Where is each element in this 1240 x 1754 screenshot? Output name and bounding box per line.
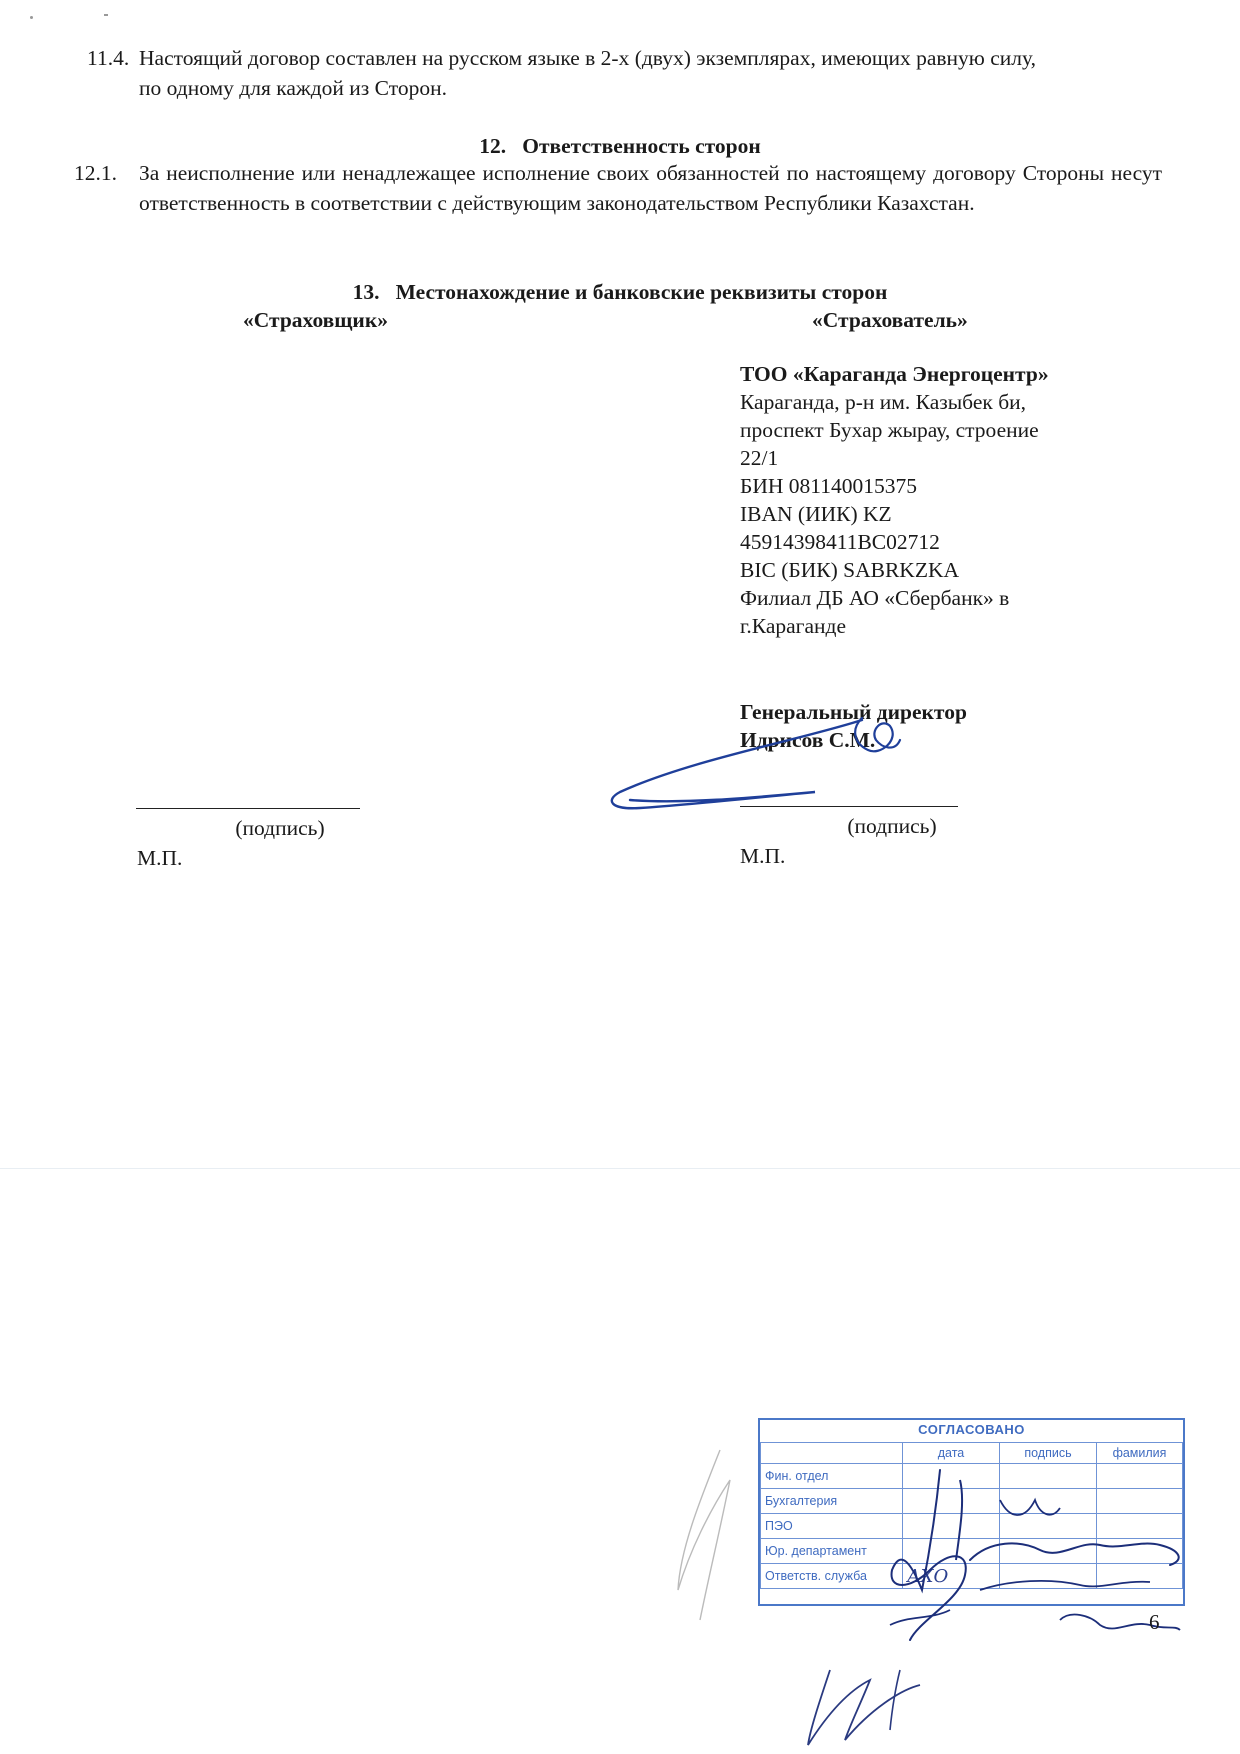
- insured-address-line-3: 22/1: [740, 446, 779, 470]
- stamp-col-header: [761, 1443, 903, 1464]
- scan-speck: [30, 16, 33, 19]
- clause-12-1-text: За неисполнение или ненадлежащее исполнение своих обязанностей по настоящему договору Стороны несут ответственность в соответствии с действующим законодательством Республики Казахстан.: [139, 161, 1162, 215]
- stamp-col-header-date: дата: [903, 1443, 1000, 1464]
- insured-iban-label: IBAN (ИИК) KZ: [740, 502, 892, 526]
- insured-label: «Страхователь»: [812, 308, 968, 332]
- section-12-number: 12.: [479, 134, 507, 158]
- insured-signature-caption: (подпись): [847, 814, 937, 838]
- approval-stamp: [758, 1418, 1185, 1606]
- scan-fold-line: [0, 1168, 1240, 1169]
- stamp-row-label: ПЭО: [761, 1514, 903, 1539]
- insured-bank-line-2: г.Караганде: [740, 614, 847, 638]
- stamp-row: [761, 1539, 1183, 1564]
- clause-11-4-line1: Настоящий договор составлен на русском языке в 2-х (двух) экземплярах, имеющих равную силу,: [139, 46, 1036, 70]
- stamp-row: [761, 1564, 1183, 1589]
- scan-speck: [104, 14, 108, 16]
- insurer-signature-caption: (подпись): [235, 816, 325, 840]
- stamp-row-label: Бухгалтерия: [761, 1489, 903, 1514]
- stamp-row: [761, 1464, 1183, 1489]
- insured-company: ТОО «Караганда Энергоцентр»: [740, 362, 1049, 386]
- stamp-table: [760, 1442, 1183, 1589]
- stamp-row-label: Юр. департамент: [761, 1539, 903, 1564]
- section-13-number: 13.: [352, 280, 380, 304]
- insured-address-line-1: Караганда, р-н им. Казыбек би,: [740, 390, 1027, 414]
- signatory-title: Генеральный директор: [740, 700, 967, 724]
- page-number: 6: [1149, 1610, 1160, 1634]
- clause-number-12-1: 12.1.: [74, 161, 117, 185]
- insurer-label: «Страховщик»: [243, 308, 388, 332]
- section-13-title: Местонахождение и банковские реквизиты сторон: [395, 280, 888, 304]
- stamp-col-header-surname: фамилия: [1097, 1443, 1183, 1464]
- insured-bank-line-1: Филиал ДБ АО «Сбербанк» в: [740, 586, 1010, 610]
- stamp-header-row: [761, 1443, 1183, 1464]
- insured-requisites: [740, 360, 1049, 640]
- insured-seal-label: М.П.: [740, 844, 786, 868]
- stamp-row: [761, 1489, 1183, 1514]
- clause-11-4-line2: по одному для каждой из Сторон.: [139, 76, 447, 100]
- stamp-row: [761, 1514, 1183, 1539]
- stamp-handwritten-date: АХО: [903, 1564, 1000, 1589]
- stamp-row-label: Ответств. служба: [761, 1564, 903, 1589]
- insured-bic: BIC (БИК) SABRKZKA: [740, 558, 959, 582]
- insured-address-line-2: проспект Бухар жырау, строение: [740, 418, 1039, 442]
- signatory-name: Идрисов С.М.: [740, 728, 876, 752]
- insurer-signature-line: [136, 808, 360, 809]
- insured-bin: БИН 081140015375: [740, 474, 917, 498]
- stamp-row-label: Фин. отдел: [761, 1464, 903, 1489]
- insured-signature-line: [740, 806, 958, 807]
- stamp-title: СОГЛАСОВАНО: [918, 1422, 1025, 1437]
- stamp-col-header-signature: подпись: [1000, 1443, 1097, 1464]
- clause-number-11-4: 11.4.: [87, 46, 130, 70]
- section-12-heading: [0, 131, 1240, 161]
- section-13-heading: [0, 277, 1240, 307]
- insurer-seal-label: М.П.: [137, 846, 183, 870]
- insured-iban-value: 45914398411BC02712: [740, 530, 940, 554]
- section-12-title: Ответственность сторон: [522, 134, 761, 158]
